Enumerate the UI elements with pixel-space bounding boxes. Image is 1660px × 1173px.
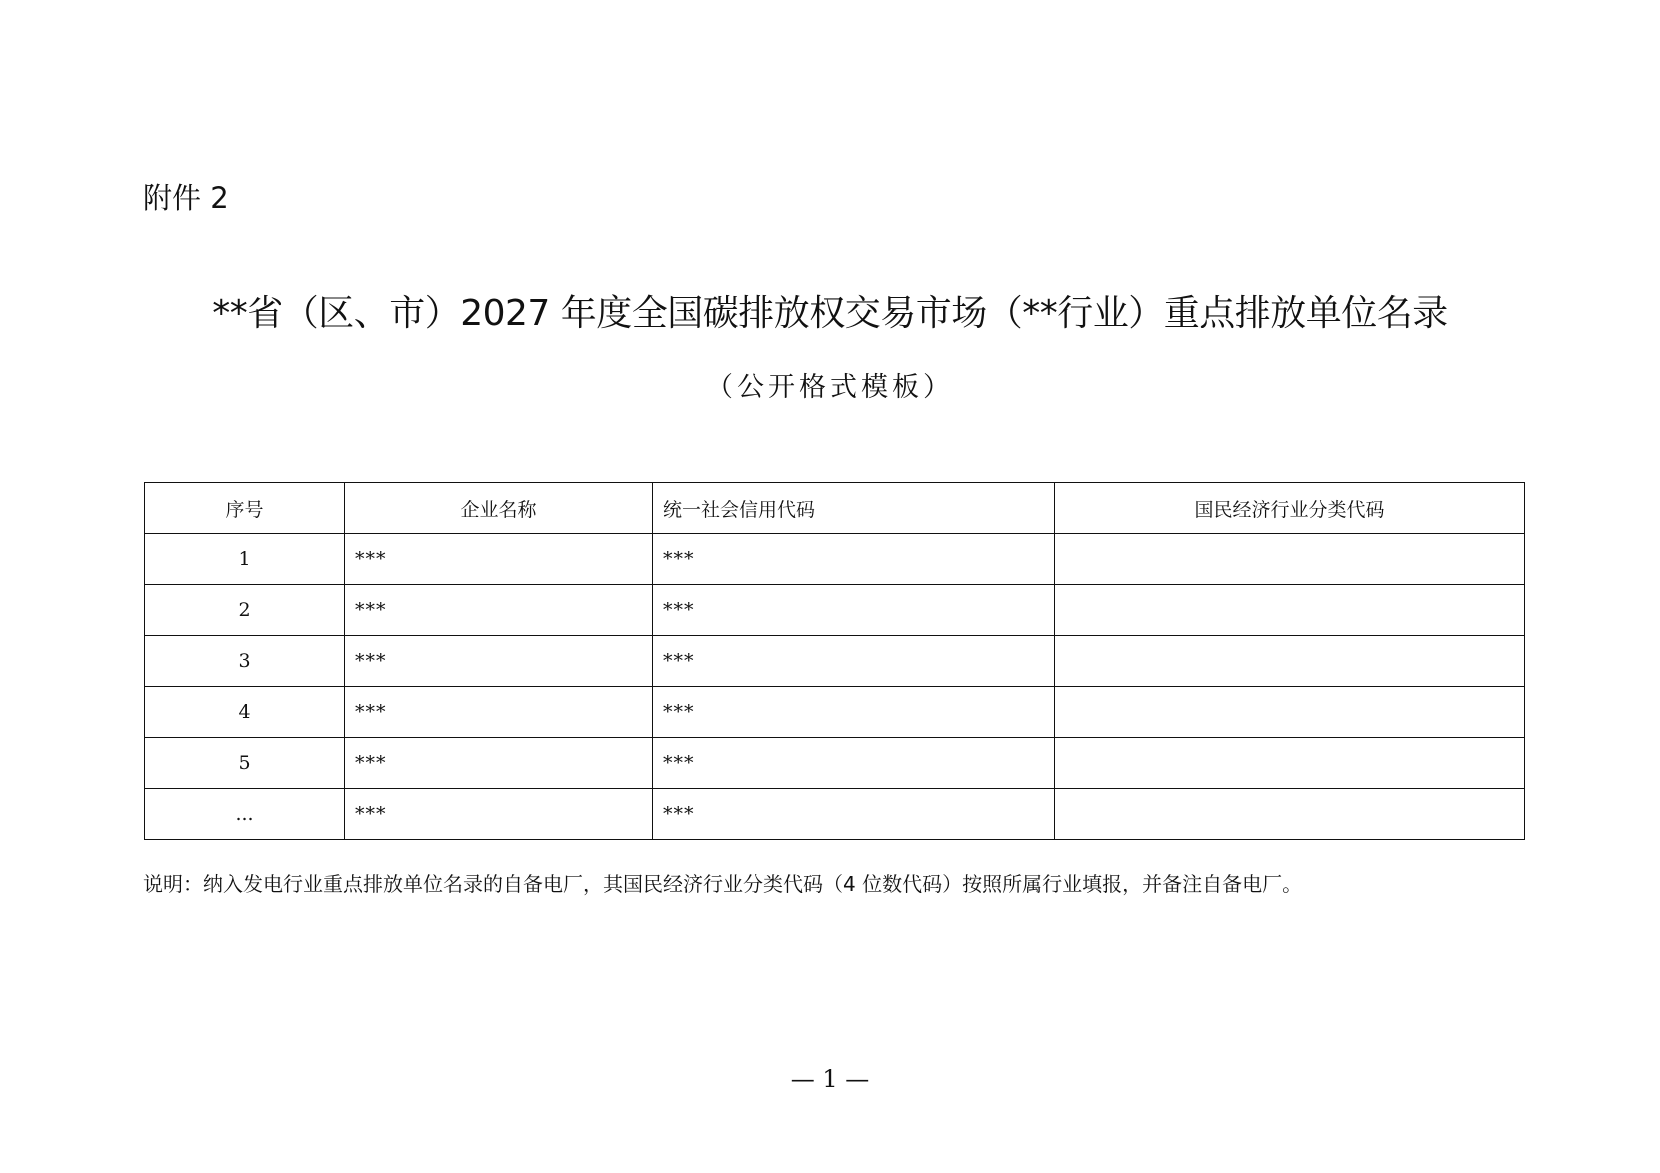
- cell-industry-code: [1055, 738, 1525, 789]
- cell-credit-code: ***: [653, 636, 1055, 687]
- table-row: [145, 687, 1525, 738]
- emitter-roster-table: [144, 482, 1525, 840]
- cell-company-name: ***: [345, 636, 653, 687]
- cell-company-name: ***: [345, 687, 653, 738]
- cell-seq: ...: [145, 789, 345, 840]
- document-subtitle: （公开格式模板）: [706, 372, 954, 403]
- table-row: [145, 738, 1525, 789]
- table-row: [145, 789, 1525, 840]
- table-row: [145, 534, 1525, 585]
- cell-industry-code: [1055, 585, 1525, 636]
- cell-company-name: ***: [345, 585, 653, 636]
- cell-seq: 2: [145, 585, 345, 636]
- cell-credit-code: ***: [653, 738, 1055, 789]
- table-row: [145, 585, 1525, 636]
- table-row: [145, 636, 1525, 687]
- document-title: **省（区、市）2027 年度全国碳排放权交易市场（**行业）重点排放单位名录: [212, 293, 1448, 334]
- cell-seq: 3: [145, 636, 345, 687]
- attachment-label: 附件 2: [143, 181, 229, 215]
- cell-industry-code: [1055, 687, 1525, 738]
- cell-credit-code: ***: [653, 585, 1055, 636]
- cell-seq: 5: [145, 738, 345, 789]
- cell-credit-code: ***: [653, 534, 1055, 585]
- cell-industry-code: [1055, 789, 1525, 840]
- cell-company-name: ***: [345, 738, 653, 789]
- cell-industry-code: [1055, 636, 1525, 687]
- explanatory-note: 说明：纳入发电行业重点排放单位名录的自备电厂，其国民经济行业分类代码（4 位数代码）按照所属行业填报，并备注自备电厂。: [143, 872, 1303, 896]
- cell-credit-code: ***: [653, 789, 1055, 840]
- cell-industry-code: [1055, 534, 1525, 585]
- page-number: — 1 —: [790, 1065, 870, 1093]
- cell-seq: 4: [145, 687, 345, 738]
- cell-credit-code: ***: [653, 687, 1055, 738]
- header-credit-code: 统一社会信用代码: [653, 483, 1055, 534]
- cell-company-name: ***: [345, 534, 653, 585]
- table-header-row: [145, 483, 1525, 534]
- header-seq: 序号: [145, 483, 345, 534]
- table-body: [145, 534, 1525, 840]
- table-header: [145, 483, 1525, 534]
- header-industry-code: 国民经济行业分类代码: [1055, 483, 1525, 534]
- header-company-name: 企业名称: [345, 483, 653, 534]
- cell-company-name: ***: [345, 789, 653, 840]
- cell-seq: 1: [145, 534, 345, 585]
